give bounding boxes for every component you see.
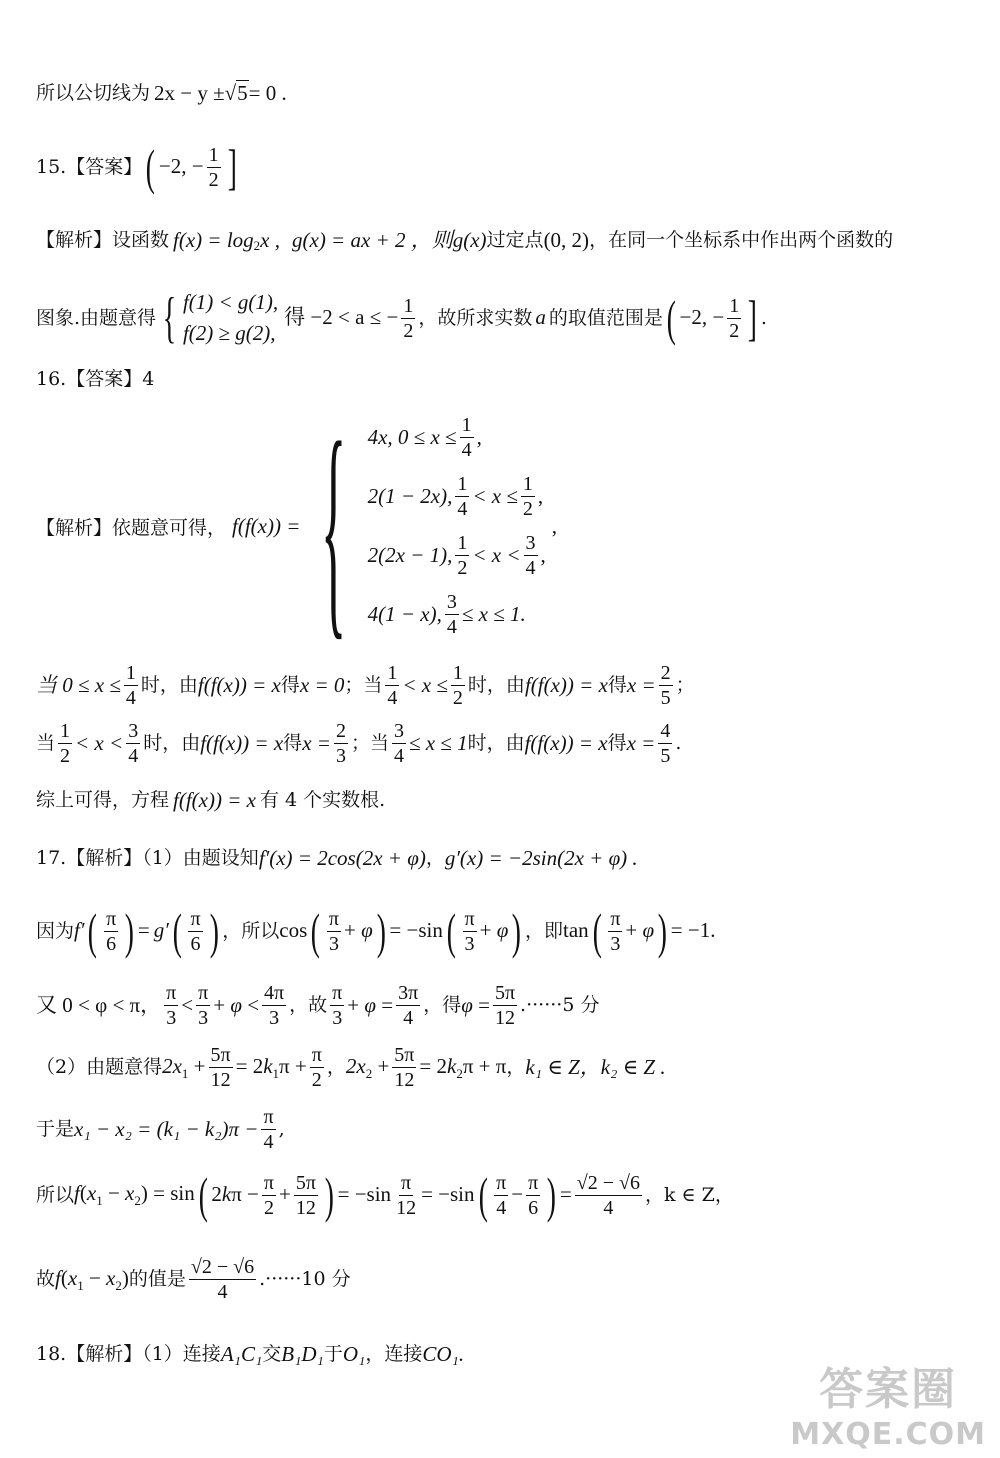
- q16-case-2: 当 $\frac{1}{2}$ < x < $\frac{3}{4}$ 时，由 f(f(x)) = x 得 x = $\frac{2}{3}$ ；当 $\frac{3}{4}$ ≤ x ≤ 1 时，由 f(f(x)) = x 得 x = $\frac{4}{5}$ .: [36, 720, 682, 767]
- q17-part2-line-1: （2）由题意得 $2x_1$ + $\frac{5\pi}{12}$ = $2k_1\pi$ + $\frac{\pi}{2}$ ， $2x_2$ + $\frac{5\pi}{12}$ = $2k_2\pi + \pi$ ， k₁ ∈ Z，k₂ ∈ Z .: [36, 1044, 666, 1091]
- q17-part2-line-4: 故 $f(x_1 - x_2)$ 的值是 $\frac{√2 - √6}{4}$ .······10 分: [36, 1256, 351, 1303]
- q16-case-1: 当 0 ≤ x ≤ $\frac{1}{4}$ 时，由 f(f(x)) = x 得 x = 0 ；当 $\frac{1}{4}$ < x ≤ $\frac{1}{2}$ 时，由 f(f(x)) = x 得 x = $\frac{2}{5}$ ；: [36, 662, 695, 709]
- line-common-tangent: [36, 80, 964, 106]
- sqrt: √ 5: [224, 81, 248, 105]
- q16-piecewise: 【解析】依题意可得， f(f(x)) = { 4x, 0 ≤ x ≤ $\frac{1}{4}$ , 2(1 − 2x), $\frac{1}{4}$ < x ≤ $\frac{1}{2}$ , 2(2x − 1), $\frac{1}{2}$ < x < $\frac{3}{4}$ , 4(1 − x), $\frac{3}{4}$ ≤ x ≤ 1. ,: [36, 393, 558, 659]
- text: 所以公切线为: [36, 81, 151, 104]
- q16-conclusion: 综上可得，方程 f(f(x)) = x 有 4 个实数根.: [36, 788, 386, 812]
- q17-line-3: 又 0 < φ < π， $\frac{\pi}{3}$ < $\frac{\pi}{3}$ + φ < $\frac{4\pi}{3}$ ，故 $\frac{\pi}{3}$ + φ = $\frac{3\pi}{4}$ ，得 φ = $\frac{5\pi}{12}$ .······5 分: [36, 982, 600, 1029]
- math: = 0 .: [248, 80, 287, 105]
- q15-answer: 15.【答案】 ( −2, − $\frac{1}{2}$ ]: [36, 139, 237, 195]
- q17-line-2: 因为 f′ ( $\frac{\pi}{6}$ ) = g′ ( $\frac{\pi}{6}$ ) ，所以 cos ( $\frac{\pi}{3}$ + φ ) = −sin ( $\frac{\pi}{3}$ + φ ) ，即 tan ( $\frac{\pi}{3}$ + φ ) = −1.: [36, 903, 716, 959]
- math: 2x − y ±: [154, 80, 225, 105]
- q17-line-1: 17.【解析】（1）由题设知 f′(x) = 2cos(2x + φ) ， g′(x) = −2sin(2x + φ) .: [36, 846, 638, 870]
- system: f(1) < g(1), f(2) ≥ g(2),: [182, 289, 279, 345]
- watermark-logo: 答案圈 MXQE.COM: [790, 1364, 986, 1452]
- q17-part2-line-2: 于是 x₁ − x₂ = (k₁ − k₂)π − $\frac{\pi}{4}$ ,: [36, 1106, 285, 1153]
- label: 15.【答案】: [36, 155, 143, 178]
- q15-analysis-2: 图象.由题意得 { f(1) < g(1), f(2) ≥ g(2), 得 −2 < a ≤ − $\frac{1}{2}$ ，故所求实数 a 的取值范围是 ( −2, − $\frac{1}{2}$ ] .: [36, 287, 767, 349]
- q18-line-1: 18.【解析】（1）连接 A₁C₁ 交 B₁D₁ 于 O₁ ，连接 CO₁.: [36, 1342, 465, 1366]
- q15-analysis-1: 【解析】设函数 f(x) = log $_2$ x , g(x) = ax + 2 ，则 g(x) 过定点 (0, 2) ，在同一个坐标系中作出两个函数的: [36, 228, 894, 253]
- q16-answer: 16.【答案】4: [36, 368, 155, 390]
- fraction: $\frac{1}{2}$: [208, 143, 219, 191]
- q17-part2-line-3: 所以 $f(x_1 - x_2) = \sin$ ( 2kπ − $\frac{\pi}{2}$ + $\frac{5\pi}{12}$ ) = −sin $\frac{\pi}{12}$ = −sin ( $\frac{\pi}{4}$ − $\frac{\pi}{6}$ ) = $\frac{√2 - √6}{4}$ ，k ∈ Z，: [36, 1167, 734, 1223]
